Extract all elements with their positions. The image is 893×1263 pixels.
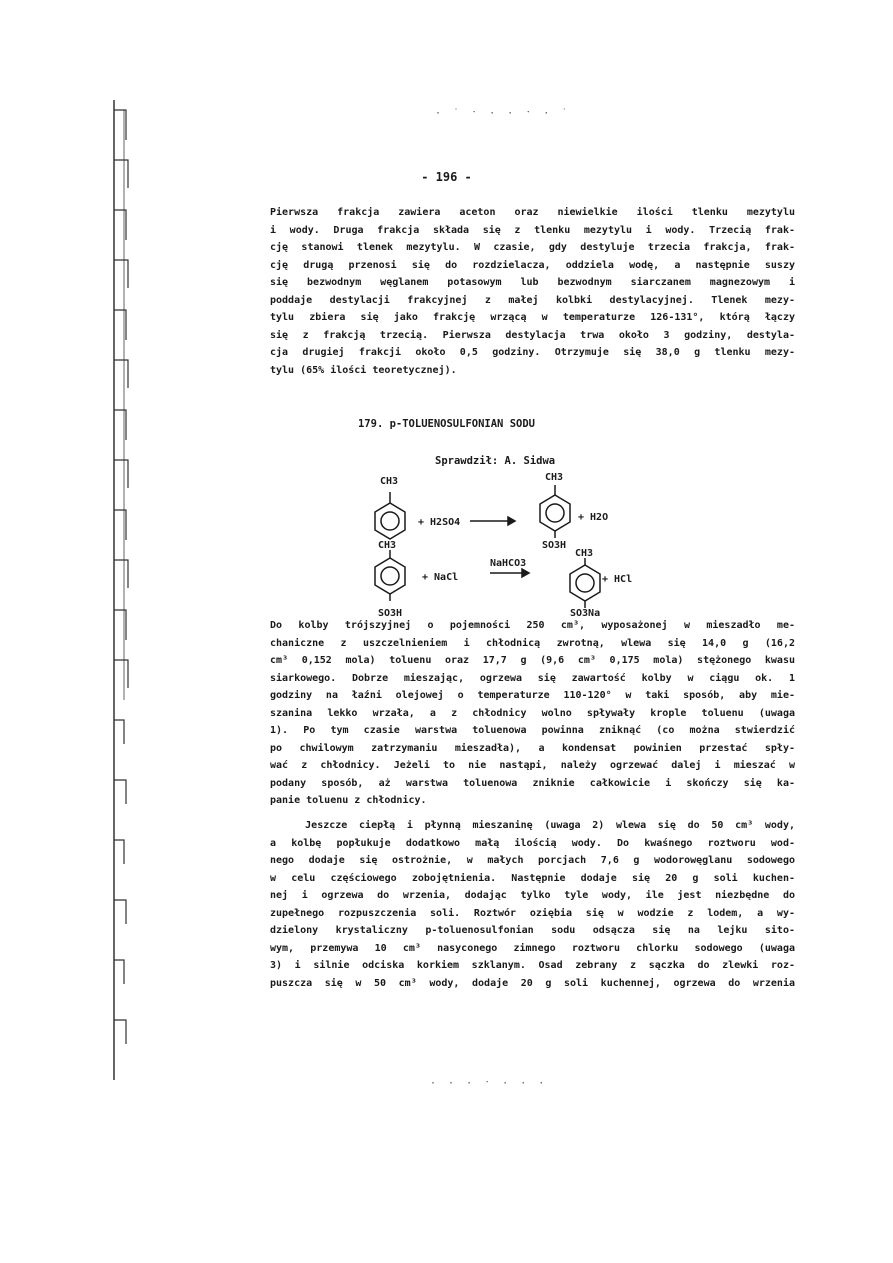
page-number: - 196 -	[421, 170, 472, 184]
aromatic-circle-icon	[381, 512, 399, 530]
text-line: podany sposób, aż warstwa toluenowa zniknie całkowicie i skończy się ka-	[270, 777, 795, 789]
text-line: Do kolby trójszyjnej o pojemności 250 cm³, wyposażonej w mieszadło me-	[270, 620, 795, 631]
text-line: cja drugiej frakcji około 0,5 godziny. Otrzymuje się 38,0 g tlenku mezy-	[270, 347, 795, 358]
ch3-label: CH3	[575, 548, 594, 559]
reviewer-credit: Sprawdził: A. Sidwa	[435, 455, 556, 467]
text-line: godziny na łaźni olejowej o temperaturze 110-120° w taki sposób, aby mie-	[270, 690, 795, 701]
procedure-paragraph	[270, 617, 795, 810]
ch3-label: CH3	[545, 472, 564, 483]
text-line: się z frakcją trzecią. Pierwsza destylacja trwa około 3 godziny, destyla-	[270, 329, 795, 341]
text-line: szanina lekko wrzała, a z chłodnicy wolno spływały krople toluenu (uwaga	[270, 707, 795, 719]
scan-noise: · ˙ ˑ · · ˑ · ˙	[435, 108, 571, 119]
text-line: siarkowego. Dobrze mieszając, ogrzewa się zawartość kolby w ciągu ok. 1	[270, 672, 795, 684]
text-line: 3) i silnie odciska korkiem szklanym. Osad zebrany z sączka do zlewki roz-	[270, 960, 795, 971]
ch3-label: CH3	[380, 476, 399, 487]
text-line: dzielony krystaliczny p-toluenosulfonian sodu odsącza się na lejku sito-	[270, 925, 795, 936]
text-line: poddaje destylacji frakcyjnej z małej kolbki destylacyjnej. Tlenek mezy-	[270, 294, 795, 306]
text-line: panie toluenu z chłodnicy.	[270, 795, 427, 806]
text-line: puszcza się w 50 cm³ wody, dodaje 20 g soli kuchennej, ogrzewa do wrzenia	[270, 977, 795, 989]
scan-noise: · · · ˑ · · ·	[430, 1078, 548, 1089]
text-line: i wody. Druga frakcja składa się z tlenku mezytylu i wody. Trzecią frak-	[270, 224, 795, 236]
ch3-label: CH3	[378, 540, 397, 551]
so3h-label: SO3H	[542, 540, 567, 551]
text-line: tylu zbiera się jako frakcję wrzącą w temperaturze 126-131°, którą łączy	[270, 312, 795, 323]
text-line: a kolbę popłukuje dodatkowo małą ilością wody. Do kwaśnego roztworu wod-	[270, 837, 795, 849]
text-line: cję drugą przenosi się do rozdzielacza, oddziela wodę, a następnie suszy	[270, 259, 795, 271]
reagent-label: + NaCl	[422, 572, 459, 583]
procedure-paragraph	[270, 817, 795, 992]
so3h-label: SO3H	[378, 608, 403, 619]
text-line: nej i ogrzewa do wrzenia, dodając tylko tyle wody, ile jest niezbędne do	[270, 890, 795, 901]
text-line: Jeszcze ciepłą i płynną mieszaninę (uwaga 2) wlewa się do 50 cm³ wody,	[270, 820, 795, 831]
paragraph-continuation	[270, 204, 795, 379]
section-title: 179. p-TOLUENOSULFONIAN SODU	[357, 418, 535, 430]
text-line: nego dodaje się ostrożnie, w małych porcjach 7,6 g wodorowęglanu sodowego	[270, 855, 795, 866]
text-line: cm³ 0,152 mola) toluenu oraz 17,7 g (9,6 cm³ 0,175 mola) stężonego kwasu	[270, 655, 795, 666]
benzene-ring-icon	[375, 503, 405, 539]
product-label: + HCl	[602, 574, 633, 585]
text-line: zupełnego rozpuszczenia soli. Roztwór oziębia się w wodzie z lodem, a wy-	[270, 907, 795, 919]
so3na-label: SO3Na	[570, 608, 601, 619]
reagent-label: + H2SO4	[418, 517, 461, 528]
aromatic-circle-icon	[381, 567, 399, 585]
aromatic-circle-icon	[546, 504, 564, 522]
reaction-scheme	[370, 470, 650, 620]
text-line: 1). Po tym czasie warstwa toluenowa powinna zniknąć (co można stwierdzić	[270, 725, 795, 736]
product-label: + H2O	[578, 512, 609, 523]
text-line: cję stanowi tlenek mezytylu. W czasie, gdy destyluje trzecia frakcja, frak-	[270, 242, 795, 253]
text-line: Pierwsza frakcja zawiera aceton oraz niewielkie ilości tlenku mezytylu	[270, 207, 795, 218]
text-line: po chwilowym zatrzymaniu mieszadła), a kondensat powinien przestać spły-	[270, 742, 795, 754]
benzene-ring-icon	[570, 565, 600, 601]
text-line: wym, przemywa 10 cm³ nasyconego zimnego roztworu chlorku sodowego (uwaga	[270, 942, 795, 954]
text-line: chaniczne z uszczelnieniem i chłodnicą zwrotną, wlewa się 14,0 g (16,2	[270, 637, 795, 649]
aromatic-circle-icon	[576, 574, 594, 592]
text-line: wać z chłodnicy. Jeżeli to nie nastąpi, należy ogrzewać dalej i mieszać w	[270, 760, 795, 771]
benzene-ring-icon	[540, 495, 570, 531]
benzene-ring-icon	[375, 558, 405, 594]
text-line: w celu częściowego zobojętnienia. Następnie dodaje się 20 g soli kuchen-	[270, 872, 795, 884]
text-line: się bezwodnym węglanem potasowym lub bezwodnym siarczanem magnezowym i	[270, 277, 795, 288]
text-line: tylu (65% ilości teoretycznej).	[270, 364, 457, 376]
catalyst-label: NaHCO3	[490, 558, 527, 569]
spiral-binding-icon	[108, 100, 134, 1080]
